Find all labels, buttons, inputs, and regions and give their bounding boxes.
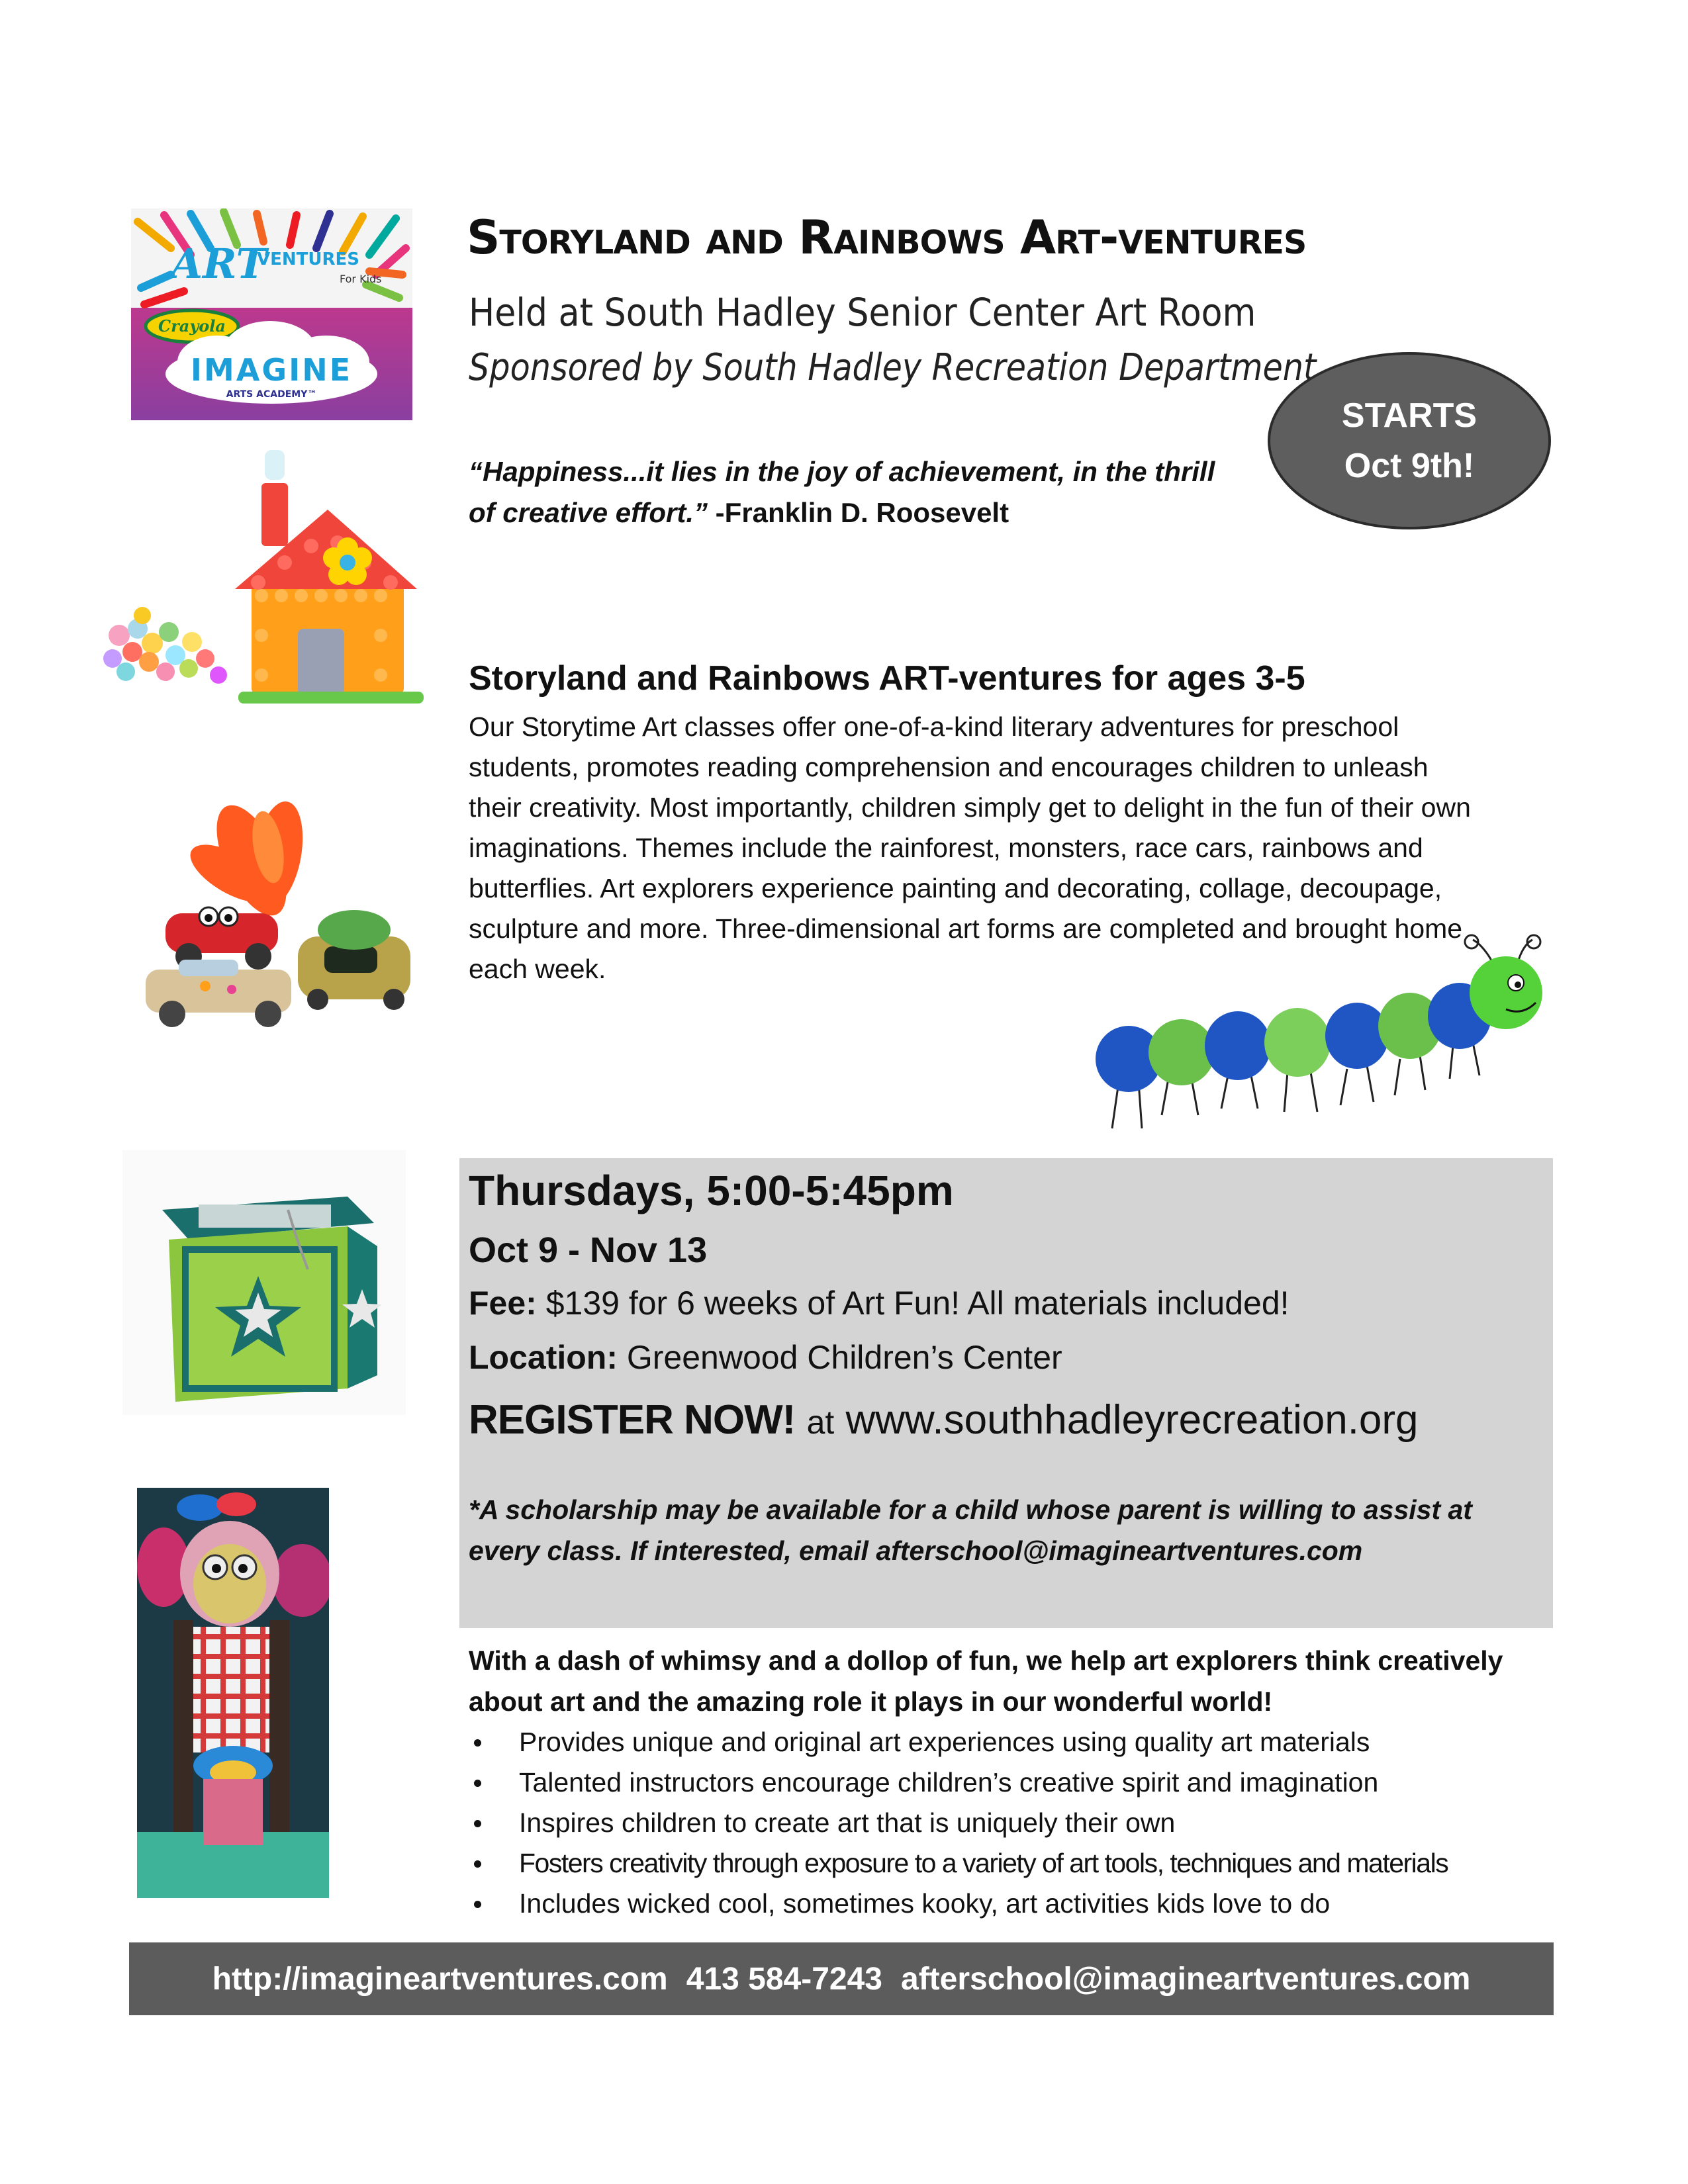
location-label: Location: [469, 1339, 618, 1376]
logo-crayola-text: Crayola [158, 316, 226, 336]
register-at: at [806, 1404, 835, 1441]
fee-label: Fee: [469, 1285, 537, 1322]
list-item: Inspires children to create art that is uniquely their own [469, 1803, 1554, 1843]
register-line [469, 1396, 1419, 1443]
feature-list [469, 1722, 1554, 1924]
footer-phone: 413 584-7243 [686, 1961, 882, 1997]
location-line [469, 1338, 1062, 1377]
whimsy-intro: With a dash of whimsy and a dollop of fun, we help art explorers think creatively about art and the amazing role it plays in our wonderful world! [469, 1645, 1503, 1717]
section-title: Storyland and Rainbows ART-ventures for ages 3-5 [469, 659, 1305, 698]
logo-art-text: ART [171, 240, 267, 288]
puppet-doll-image [137, 1488, 329, 1898]
register-url-link[interactable]: www.southhadleyrecreation.org [845, 1397, 1419, 1443]
logo-for-kids-text: For Kids [340, 273, 382, 285]
location-value: Greenwood Children’s Center [626, 1339, 1062, 1376]
footer-website-link[interactable]: http://imagineartventures.com [212, 1961, 668, 1997]
scholarship-note: *A scholarship may be available for a child whose parent is willing to assist at every class. If interested, email afterschool@imagineartventures.com [469, 1494, 1472, 1566]
sponsor-line: Sponsored by South Hadley Recreation Department [469, 346, 1317, 389]
starts-badge [1268, 352, 1551, 529]
star-box-image [122, 1150, 406, 1415]
page-subtitle: Held at South Hadley Senior Center Art Room [469, 290, 1256, 335]
footer-email-link[interactable]: afterschool@imagineartventures.com [901, 1961, 1471, 1997]
decorated-cars-image [126, 801, 424, 1039]
fingerprint-caterpillar-image [1076, 917, 1552, 1161]
imagine-arts-logo [131, 208, 412, 420]
footer-contact-bar [129, 1942, 1554, 2015]
fee-value: $139 for 6 weeks of Art Fun! All materials included! [545, 1285, 1289, 1322]
quote [469, 451, 1230, 533]
register-label: REGISTER NOW! [469, 1397, 796, 1443]
list-item: Provides unique and original art experiences using quality art materials [469, 1722, 1554, 1762]
page-title: Storyland and Rainbows Art-ventures [467, 210, 1307, 265]
list-item: Includes wicked cool, sometimes kooky, art activities kids love to do [469, 1884, 1554, 1924]
logo-academy-text: ARTS ACADEMY™ [226, 389, 317, 400]
starts-line1: STARTS [1341, 396, 1477, 435]
fee-line [469, 1284, 1289, 1322]
list-item: Talented instructors encourage children’s creative spirit and imagination [469, 1762, 1554, 1803]
logo-ventures-text: VENTURES [257, 250, 359, 269]
clay-house-image [86, 437, 430, 715]
dates-text: Oct 9 - Nov 13 [469, 1230, 708, 1270]
section-body: Our Storytime Art classes offer one-of-a-kind literary adventures for preschool students, promotes reading comprehension and encourages children to unleash their creativity. Most importantly, children simply get to delight in the fun of their own imaginations. Themes include the rainforest, monsters, race cars, rainbows and butterflies. Art explorers experience painting and decorating, collage, decoupage, sculpture and more. Three-dimensional art forms are completed and brought home each week. [469, 711, 1471, 984]
quote-text: “Happiness...it lies in the joy of achievement, in the thrill of creative effort.” [469, 456, 1215, 528]
schedule-text: Thursdays, 5:00-5:45pm [469, 1167, 954, 1214]
list-item: Fosters creativity through exposure to a variety of art tools, techniques and materials [469, 1843, 1554, 1884]
starts-line2: Oct 9th! [1344, 447, 1475, 485]
quote-author: -Franklin D. Roosevelt [715, 497, 1009, 528]
logo-imagine-text: IMAGINE [190, 352, 353, 388]
